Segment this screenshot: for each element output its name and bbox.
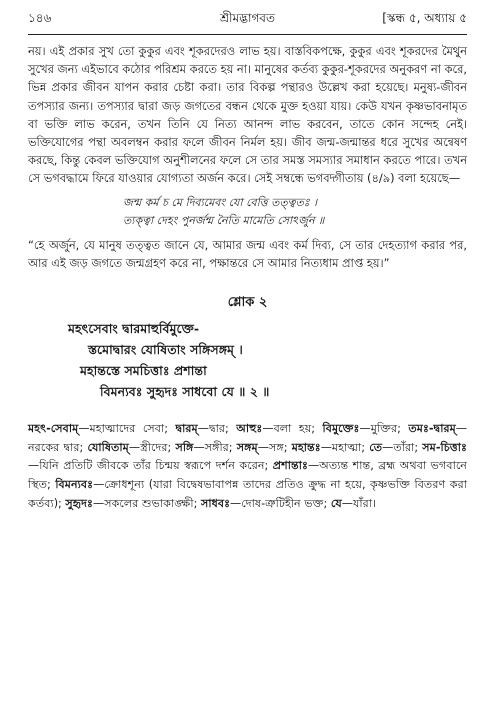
synonym-meaning: —নরকের দ্বার; <box>28 422 468 454</box>
synonym-meaning: —ক্রোধশূন্য (যারা বিদ্বেষভাবাপন্ন তাদের প্রতিও ক্রুদ্ধ না হয়ে, কৃষ্ণভক্তি বিতরণ করা কর্তব্য); <box>28 478 468 510</box>
synonym-meaning: —সঙ্গীর; <box>193 440 237 454</box>
synonym-term: মহান্তঃ <box>291 440 321 454</box>
synonym-meaning: —মহাত্মাদের সেবা; <box>78 422 176 436</box>
synonym-term: সঙ্গম্ <box>236 440 258 454</box>
synonym-term: বিমুক্তেঃ <box>322 422 360 436</box>
synonym-meaning: —মহাত্মা; <box>320 440 370 454</box>
synonym-meaning: —যাঁরা। <box>341 496 377 510</box>
synonym-meaning: —সকলের শুভাকাঙ্ক্ষী; <box>93 496 201 510</box>
gita-quote-line-1: জন্ম কর্ম চ মে দিব্যমেবং যো বেত্তি তত্ত্বতঃ । <box>123 195 318 209</box>
page-header <box>28 10 467 30</box>
synonym-term: প্রশান্তাঃ <box>272 459 308 473</box>
synonym-term: তমঃ-দ্বারম্ <box>408 422 456 436</box>
translation-paragraph: “হে অর্জুন, যে মানুষ তত্ত্বত জানে যে, আমার জন্ম এবং কর্ম দিব্য, সে তার দেহত্যাগ করার পর, আর এই জড় জগতে জন্মগ্রহণ করে না, পক্ষান্তরে সে আমার নিত্যধাম প্রাপ্ত হয়।” <box>28 237 467 270</box>
verse-heading: শ্লোক ২ <box>227 295 268 311</box>
synonym-meaning: —স্ত্রীদের; <box>128 440 176 454</box>
synonym-term: মহৎ-সেবাম্ <box>28 422 79 436</box>
header-rule <box>28 34 467 35</box>
page-body <box>28 42 467 513</box>
verse-line-4: বিমন্যবঃ সুহৃদঃ সাধবো যে ॥ ২ ॥ <box>100 384 270 400</box>
gita-quote-line-2: ত্যক্ত্বা দেহং পুনর্জন্ম নৈতি মামেতি সোঽর্জুন ॥ <box>123 213 325 227</box>
synonym-meaning: —তাঁরা; <box>382 440 423 454</box>
synonym-term: সাধবঃ <box>200 496 231 510</box>
verse-line-1: মহৎসেবাং দ্বারমাহুর্বিমুক্তে- <box>68 321 200 337</box>
synonyms-paragraph <box>28 420 467 513</box>
page-number: ১৪৬ <box>28 11 52 25</box>
verse-line-3: মহান্তস্তে সমচিত্তাঃ প্রশান্তা <box>80 363 207 379</box>
chapter-reference: [স্কন্ধ ৫, অধ্যায় ৫ <box>382 11 467 25</box>
verse-line-2: স্তমোদ্বারং যোষিতাং সঙ্গিসঙ্গম্ । <box>88 342 243 358</box>
synonym-term: সুহৃদঃ <box>65 496 93 510</box>
synonym-term: আহুঃ <box>236 422 263 436</box>
synonym-term: সঙ্গি <box>175 440 194 454</box>
synonym-meaning: —দ্বার; <box>197 422 237 436</box>
synonym-meaning: —দোষ-ত্রুটিহীন ভক্ত; <box>230 496 331 510</box>
synonym-meaning: —বলা হয়; <box>262 422 323 436</box>
synonym-meaning: —অত্যন্ত শান্ত, ব্রহ্ম অথবা ভগবানে স্থিত; <box>28 459 467 492</box>
synonym-term: দ্বারম্ <box>175 422 198 436</box>
synonym-term: বিমন্যবঃ <box>55 478 94 492</box>
synonym-meaning: —সঙ্গ; <box>257 440 292 454</box>
synonym-term: যোষিতাম্ <box>87 440 129 454</box>
verse-block <box>28 318 467 402</box>
synonym-term: তে <box>369 440 383 454</box>
gita-quote <box>28 194 467 230</box>
synonym-term: যে <box>330 496 342 510</box>
synonym-meaning: —মুক্তির; <box>359 422 409 436</box>
purport-paragraph: নয়। এই প্রকার সুখ তো কুকুর এবং শূকরদেরও লাভ হয়। বাস্তবিকপক্ষে, কুকুর এবং শূকরদের মৈথুন সুখের জন্য এইভাবে কঠোর পরিশ্রম করতে হয় না। মানুষের কর্তব্য কুকুর-শূকরদের অনুকরণ না করে, ভিন্ন প্রকার জীবন যাপন করার চেষ্টা করা। তার বিকল্প পন্থারও উল্লেখ করা হয়েছে। মনুষ্য-জীবন তপস্যার জন্য। তপস্যার দ্বারা জড় জগতের বন্ধন থেকে মুক্ত হওয়া যায়। কেউ যখন কৃষ্ণভাবনামৃত বা ভক্তি লাভ করেন, তখন তিনি যে নিত্য আনন্দ লাভ করবেন, তাতে কোন সন্দেহ নেই। ভক্তিযোগের পন্থা অবলম্বন করার ফলে জীবন নির্মল হয়। জীব জন্ম-জন্মান্তর ধরে সুখের অন্বেষণ করছে, কিন্তু কেবল ভক্তিযোগ অনুশীলনের ফলে সে তার সমস্ত সমস্যার সমাধান করতে পারে। তখন সে ভগবদ্ধামে ফিরে যাওয়ার যোগ্যতা অর্জন করে। সেই সম্বন্ধে ভগবদ্গীতায় (৪/৯) বলা হয়েছে— <box>28 44 467 186</box>
synonym-meaning: —যিনি প্রতিটি জীবকে তাঁর চিন্ময় স্বরূপে দর্শন করেন; <box>28 459 273 473</box>
book-title: শ্রীমদ্ভাগবত <box>219 11 275 25</box>
synonym-term: সম-চিত্তাঃ <box>422 440 467 454</box>
